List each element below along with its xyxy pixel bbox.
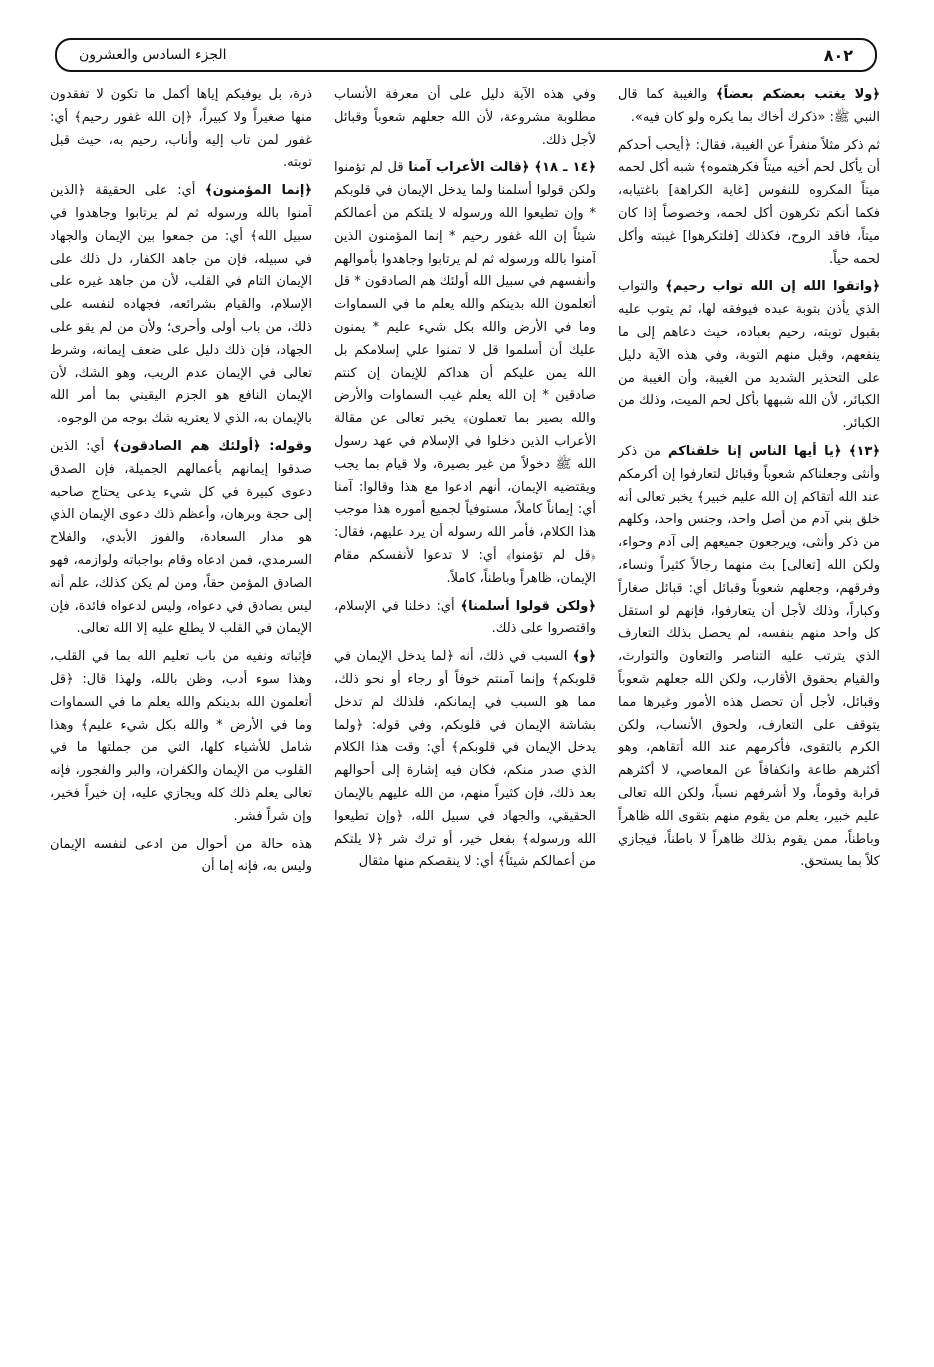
- paragraph-lead: ﴿ولكن قولوا أسلمنا﴾: [460, 598, 596, 614]
- page-number: ٨٠٢: [823, 45, 853, 65]
- paragraph-text: أي: دخلنا في الإسلام، واقتصروا على ذلك.: [334, 598, 596, 637]
- paragraph: [50, 436, 312, 641]
- paragraph: [334, 84, 596, 152]
- paragraph: [50, 84, 312, 175]
- paragraph-lead: وقوله: ﴿أولئك هم الصادقون﴾: [112, 438, 312, 454]
- paragraph-text: قل لم تؤمنوا ولكن قولوا أسلمنا ولما يدخل الإيمان في قلوبكم * وإن تطيعوا الله ورسوله لا يلتكم من أعمالكم شيئاً إن الله غفور رحيم * إنما المؤمنون الذين آمنوا بالله ورسوله ثم لم يرتابوا وجاهدوا بأموالهم وأنفسهم في سبيل الله أولئك هم الصادقون * قل أتعلمون الله بدينكم والله يعلم ما في السماوات وما في الأرض والله بكل شيء عليم * يمنون عليك أن أسلموا قل لا تمنوا علي إسلامكم بل الله يمن عليكم أن هداكم للإيمان إن كنتم صادقين * إن الله يعلم غيب السماوات والأرض والله بصير بما تعملون﴾ يخبر تعالى عن مقالة الأعراب الذين دخلوا في الإسلام في عهد رسول الله ﷺ دخولاً من غير بصيرة، ولا قيام بما يجب ويقتضيه الإيمان، أنهم ادعوا مع هذا وقالوا: آمنا أي: إيماناً كاملاً، مستوفياً لجميع أموره هذا موجب هذا الكلام، فأمر الله رسوله أن يرد عليهم، فقال: ﴿قل لم تؤمنوا﴾ أي: لا تدعوا لأنفسكم مقام الإيمان، ظاهراً وباطناً، كاملاً.: [334, 160, 596, 586]
- column-middle: [334, 84, 596, 1354]
- paragraph: [618, 135, 880, 272]
- part-title: الجزء السادس والعشرون: [79, 47, 227, 63]
- paragraph-lead: ﴿١٤ ـ ١٨﴾ ﴿قالت الأعراب آمنا: [408, 160, 596, 176]
- paragraph: [618, 276, 880, 436]
- paragraph: [50, 834, 312, 880]
- column-right: [618, 84, 880, 1354]
- page-header: [55, 38, 877, 72]
- paragraph: [50, 180, 312, 431]
- paragraph-lead: ﴿١٣﴾ ﴿يا أيها الناس إنا خلقناكم: [668, 443, 880, 459]
- paragraph-text: والتواب الذي يأذن بتوبة عبده فيوفقه لها، ثم يتوب عليه بقبول توبته، رحيم بعباده، حيث دعاهم إلى ما ينفعهم، وقبل منهم التوبة، وفي هذه الآية دليل على التحذير الشديد من الغيبة، وأن الغيبة من الكبائر، لأن الله شبهها بأكل لحم الميت، وذلك من الكبائر.: [618, 279, 880, 432]
- paragraph-lead: ﴿ولا يغتب بعضكم بعضاً﴾: [716, 87, 880, 102]
- paragraph: [50, 646, 312, 828]
- paragraph-text: أي: الذين صدقوا إيمانهم بأعمالهم الجميلة، فإن الصدق دعوى كبيرة في كل شيء يدعى يحتاج صاحبه إلى حجة وبرهان، وأعظم ذلك دعوى الإيمان الذي هو مدار السعادة، والفوز الأبدي، والفلاح السرمدي، فمن ادعاه وقام بواجباته ولوازمه، فهو الصادق المؤمن حقاً، ومن لم يكن كذلك، علم أنه ليس بصادق في دعواه، وليس لدعواه فائدة، فإن الإيمان في القلب لا يطلع عليه إلا الله تعالى.: [50, 438, 312, 637]
- paragraph: [618, 84, 880, 130]
- paragraph: [334, 596, 596, 642]
- paragraph-text: وفي هذه الآية دليل على أن معرفة الأنساب مطلوبة مشروعة، لأن الله جعلهم شعوباً وقبائل لأجل ذلك.: [334, 87, 596, 148]
- paragraph-text: هذه حالة من أحوال من ادعى لنفسه الإيمان وليس به، فإنه إما أن: [50, 836, 312, 875]
- paragraph-text: من ذكر وأنثى وجعلناكم شعوباً وقبائل لتعارفوا إن أكرمكم عند الله أتقاكم إن الله عليم خبير﴾ يخبر تعالى أنه خلق بني آدم من أصل واحد، وجنس واحد، وكلهم من ذكر وأنثى، ويرجعون جميعهم إلى آدم وحواء، ولكن الله [تعالى] بث منهما رجالاً كثيراً ونساء، وفرقهم، وجعلهم شعوباً وقبائل أي: قبائل صغاراً وكباراً، وذلك لأجل أن يتعارفوا، فإنهم لو استقل كل واحد منهم بنفسه، لم يحصل بذلك التعارف الذي يترتب عليه التناصر والتعاون والتوارث، والقيام بحقوق الأقارب، ولكن الله جعلهم شعوباً وقبائل، لأجل أن تحصل هذه الأمور وغيرها مما يتوقف على التعارف، ولحوق الأنساب، ولكن الكرم بالتقوى، فأكرمهم عند الله أتقاهم، وهو أكثرهم طاعة وانكفافاً عن المعاصي، لا أكثرهم قرابة وقوماً، ولا أشرفهم نسباً، ولكن الله تعالى عليم خبير، يعلم من يقوم منهم بتقوى الله ظاهراً وباطناً، ممن يقوم بذلك ظاهراً لا باطناً، فيجازي كلاً بما يستحق.: [618, 443, 880, 870]
- paragraph-text: السبب في ذلك، أنه ﴿لما يدخل الإيمان في قلوبكم﴾ وإنما آمنتم خوفاً أو رجاء أو نحو ذلك، مما هو السبب في إيمانكم، فلذلك لم تدخل بشاشة الإيمان في قلوبكم، وفي قوله: ﴿ولما يدخل الإيمان في قلوبكم﴾ أي: وقت هذا الكلام الذي صدر منكم، فكان فيه إشارة إلى أحوالهم بعد ذلك، فإن كثيراً منهم، من الله عليهم بالإيمان الحقيقي، والجهاد في سبيل الله، ﴿وإن تطيعوا الله ورسوله﴾ بفعل خير، أو ترك شر ﴿لا يلتكم من أعمالكم شيئاً﴾ أي: لا ينقصكم منها مثقال: [334, 649, 596, 870]
- paragraph-lead: ﴿واتقوا الله إن الله تواب رحيم﴾: [665, 279, 880, 295]
- paragraph-text: فإثباته ونفيه من باب تعليم الله بما في القلب، وهذا سوء أدب، وظن بالله، ولهذا قال: ﴿قل أتعلمون الله بدينكم والله يعلم ما في السماوات وما في الأرض * والله بكل شيء عليم﴾ وهذا شامل للأشياء كلها، التي من جملتها ما في القلوب من الإيمان والكفران، والبر والفجور، فإنه تعالى يعلم ذلك كله ويجازي عليه، إن خيراً فخير، وإن شراً فشر.: [50, 649, 312, 824]
- paragraph-text: ثم ذكر مثلاً منفراً عن الغيبة، فقال: ﴿أيحب أحدكم أن يأكل لحم أخيه ميتاً فكرهتموه﴾ شبه أكل لحمه ميتاً المكروه للنفوس [غاية الكراهة] باغتيابه، فكما أنكم تكرهون أكل لحمه، وخصوصاً إذا كان ميتاً، فاقد الروح، فكذلك [فلتكرهوا] غيبته وأكل لحمه حياً.: [618, 137, 880, 267]
- text-columns: [50, 84, 880, 1354]
- paragraph-lead: ﴿إنما المؤمنون﴾: [205, 183, 312, 199]
- paragraph-text: ذرة، بل يوفيكم إياها أكمل ما تكون لا تفقدون منها صغيراً ولا كبيراً، ﴿إن الله غفور رحيم﴾ أي: غفور لمن تاب إليه وأناب، رحيم به، حيث قبل توبته.: [50, 87, 312, 171]
- paragraph-text: والغيبة كما قال النبي ﷺ: «ذكرك أخاك بما يكره ولو كان فيه».: [618, 87, 880, 125]
- paragraph: [334, 646, 596, 874]
- column-left: [50, 84, 312, 1354]
- paragraph: [334, 157, 596, 590]
- paragraph-text: أي: على الحقيقة ﴿الذين آمنوا بالله ورسوله ثم لم يرتابوا وجاهدوا في سبيل الله﴾ أي: من جمعوا بين الإيمان والجهاد في سبيله، فإن من جاهد الكفار، دل ذلك على الإيمان التام في القلب، لأن من جاهد غيره على الإسلام، والقيام بشرائعه، فجهاده لنفسه على ذلك، من باب أولى وأحرى؛ ولأن من لم يقو على الجهاد، فإن ذلك دليل على ضعف إيمانه، وشرط تعالى في الإيمان عدم الريب، وهو الشك، لأن الإيمان النافع هو الجزم اليقيني بما أمر الله بالإيمان به، الذي لا يعتريه شك بوجه من الوجوه.: [50, 183, 312, 427]
- paragraph: [618, 441, 880, 874]
- paragraph-lead: ﴿و﴾: [572, 649, 596, 665]
